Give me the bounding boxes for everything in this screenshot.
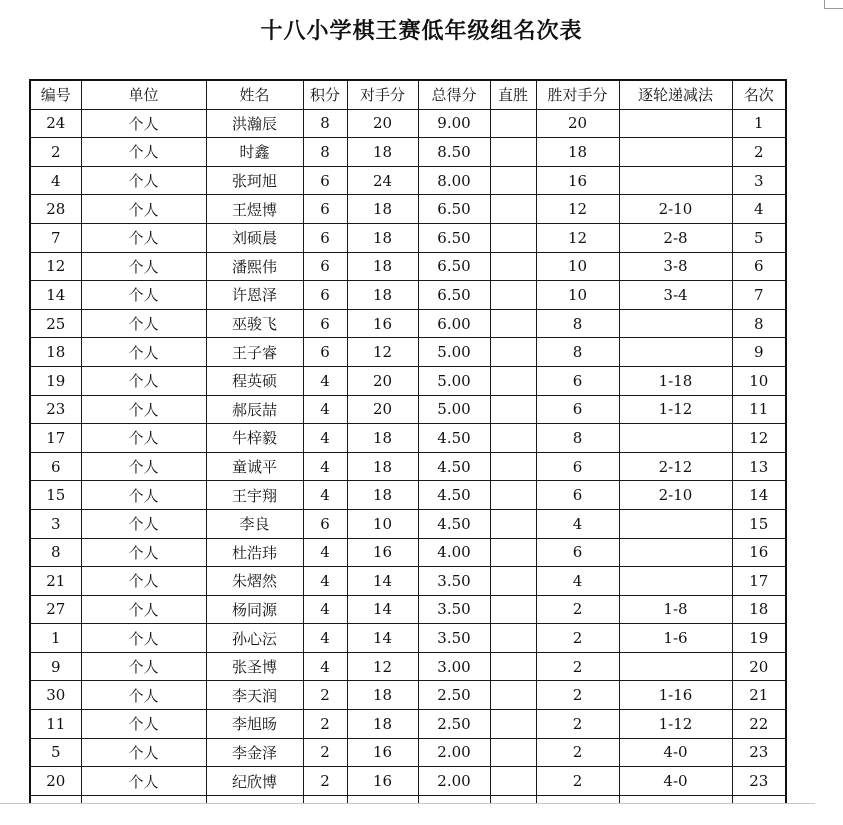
cell-opponent-score: 18 [347, 481, 418, 510]
cell-points: 4 [303, 366, 347, 395]
cell-opponent-score: 18 [347, 281, 418, 310]
cell-points: 4 [303, 652, 347, 681]
cell-win-opponent-score: 4 [536, 567, 619, 596]
cell-opponent-score: 18 [347, 681, 418, 710]
header-cell-unit: 单位 [81, 80, 206, 109]
table-row [30, 281, 786, 310]
cell-unit: 个人 [81, 738, 206, 767]
cell-number: 9 [30, 652, 81, 681]
cell-win-opponent-score: 8 [536, 424, 619, 453]
page-corner-mark-h [824, 8, 843, 9]
cell-win-opponent-score: 8 [536, 309, 619, 338]
cell-number: 30 [30, 681, 81, 710]
cell-round-decrement: 1-6 [619, 624, 732, 653]
cell-win-opponent-score: 8 [536, 338, 619, 367]
cell-name: 程英硕 [206, 366, 303, 395]
cell-win-opponent-score: 2 [536, 767, 619, 796]
cell-rank: 23 [732, 738, 786, 767]
ranking-table [29, 79, 787, 824]
cell-name: 张圣博 [206, 652, 303, 681]
cell-unit: 个人 [81, 338, 206, 367]
cell-total-score: 8.50 [418, 138, 490, 167]
cell-unit: 个人 [81, 595, 206, 624]
cell-unit: 个人 [81, 195, 206, 224]
table-row [30, 223, 786, 252]
cell-number: 5 [30, 738, 81, 767]
cell-opponent-score: 20 [347, 395, 418, 424]
cell-opponent-score: 18 [347, 424, 418, 453]
cell-rank: 19 [732, 624, 786, 653]
cell-direct-win [490, 338, 536, 367]
cell-number: 12 [30, 252, 81, 281]
cell-number: 18 [30, 338, 81, 367]
cell-unit: 个人 [81, 166, 206, 195]
cell-name: 李良 [206, 509, 303, 538]
cell-total-score: 5.00 [418, 395, 490, 424]
cell-unit: 个人 [81, 652, 206, 681]
cell-points: 4 [303, 567, 347, 596]
cell-unit: 个人 [81, 109, 206, 138]
cell-win-opponent-score: 16 [536, 166, 619, 195]
cell-direct-win [490, 109, 536, 138]
cell-name: 张珂旭 [206, 166, 303, 195]
cell-name: 王宇翔 [206, 481, 303, 510]
cell-win-opponent-score: 12 [536, 223, 619, 252]
cell-unit: 个人 [81, 767, 206, 796]
cell-total-score: 4.50 [418, 509, 490, 538]
cell-win-opponent-score: 6 [536, 452, 619, 481]
table-row [30, 309, 786, 338]
table-row [30, 538, 786, 567]
cell-rank: 8 [732, 309, 786, 338]
cell-round-decrement: 3-4 [619, 281, 732, 310]
header-cell-name: 姓名 [206, 80, 303, 109]
cell-number: 20 [30, 767, 81, 796]
cell-total-score: 2.00 [418, 738, 490, 767]
cell-rank: 4 [732, 195, 786, 224]
cell-opponent-score: 16 [347, 538, 418, 567]
cell-total-score: 6.50 [418, 252, 490, 281]
cell-round-decrement [619, 309, 732, 338]
cell-total-score: 3.50 [418, 567, 490, 596]
cell-opponent-score: 10 [347, 509, 418, 538]
cell-name: 潘熙伟 [206, 252, 303, 281]
cell-direct-win [490, 195, 536, 224]
cell-total-score: 4.00 [418, 538, 490, 567]
cell-opponent-score: 14 [347, 567, 418, 596]
cell-win-opponent-score: 2 [536, 738, 619, 767]
cell-round-decrement [619, 509, 732, 538]
cell-number: 17 [30, 424, 81, 453]
cell-rank: 14 [732, 481, 786, 510]
cell-name: 刘硕晨 [206, 223, 303, 252]
cell-unit: 个人 [81, 366, 206, 395]
header-cell-rank: 名次 [732, 80, 786, 109]
table-row [30, 109, 786, 138]
cell-rank: 21 [732, 681, 786, 710]
cell-total-score: 6.50 [418, 195, 490, 224]
cell-round-decrement: 2-8 [619, 223, 732, 252]
cell-round-decrement [619, 567, 732, 596]
cell-unit: 个人 [81, 681, 206, 710]
cell-rank: 12 [732, 424, 786, 453]
cell-win-opponent-score: 12 [536, 195, 619, 224]
cell-name: 杨同源 [206, 595, 303, 624]
cell-number: 1 [30, 624, 81, 653]
cell-rank: 22 [732, 710, 786, 739]
cell-opponent-score: 16 [347, 738, 418, 767]
table-row [30, 424, 786, 453]
cell-direct-win [490, 738, 536, 767]
cell-number: 14 [30, 281, 81, 310]
cell-win-opponent-score: 18 [536, 138, 619, 167]
cell-name: 许恩泽 [206, 281, 303, 310]
cell-total-score: 4.50 [418, 481, 490, 510]
cell-opponent-score: 18 [347, 195, 418, 224]
table-row [30, 652, 786, 681]
cell-direct-win [490, 538, 536, 567]
cell-number: 21 [30, 567, 81, 596]
cell-opponent-score: 12 [347, 652, 418, 681]
cell-direct-win [490, 481, 536, 510]
cell-opponent-score: 18 [347, 452, 418, 481]
cell-round-decrement [619, 652, 732, 681]
cell-points: 4 [303, 452, 347, 481]
cell-win-opponent-score: 4 [536, 509, 619, 538]
table-header [30, 80, 786, 109]
cell-rank: 2 [732, 138, 786, 167]
cell-number: 6 [30, 452, 81, 481]
cell-opponent-score: 14 [347, 595, 418, 624]
table-row [30, 767, 786, 796]
table-row [30, 738, 786, 767]
cell-opponent-score: 16 [347, 309, 418, 338]
cell-name: 王煜博 [206, 195, 303, 224]
cell-points: 4 [303, 481, 347, 510]
cell-unit: 个人 [81, 710, 206, 739]
cell-rank: 18 [732, 595, 786, 624]
cell-number: 24 [30, 109, 81, 138]
cell-win-opponent-score: 10 [536, 281, 619, 310]
cell-number: 7 [30, 223, 81, 252]
cell-direct-win [490, 681, 536, 710]
cell-number: 28 [30, 195, 81, 224]
cell-total-score: 8.00 [418, 166, 490, 195]
page-bottom-crop [0, 803, 843, 825]
cell-points: 6 [303, 509, 347, 538]
cell-win-opponent-score: 2 [536, 624, 619, 653]
cell-total-score: 9.00 [418, 109, 490, 138]
cell-round-decrement: 1-12 [619, 710, 732, 739]
cell-name: 巫骏飞 [206, 309, 303, 338]
cell-unit: 个人 [81, 538, 206, 567]
cell-direct-win [490, 281, 536, 310]
cell-rank: 16 [732, 538, 786, 567]
cell-total-score: 2.50 [418, 710, 490, 739]
cell-win-opponent-score: 2 [536, 652, 619, 681]
cell-opponent-score: 20 [347, 109, 418, 138]
cell-number: 8 [30, 538, 81, 567]
cell-rank: 15 [732, 509, 786, 538]
header-cell-direct-win: 直胜 [490, 80, 536, 109]
page-top-edge [0, 0, 843, 10]
table-row [30, 624, 786, 653]
cell-total-score: 3.50 [418, 595, 490, 624]
cell-rank: 1 [732, 109, 786, 138]
cell-points: 4 [303, 395, 347, 424]
cell-unit: 个人 [81, 138, 206, 167]
cell-round-decrement: 1-8 [619, 595, 732, 624]
cell-unit: 个人 [81, 452, 206, 481]
cell-unit: 个人 [81, 624, 206, 653]
cell-points: 8 [303, 109, 347, 138]
cell-win-opponent-score: 6 [536, 395, 619, 424]
cell-round-decrement [619, 424, 732, 453]
cell-rank: 10 [732, 366, 786, 395]
table-row [30, 166, 786, 195]
cell-round-decrement: 4-0 [619, 767, 732, 796]
cell-rank: 6 [732, 252, 786, 281]
cell-total-score: 2.50 [418, 681, 490, 710]
cell-total-score: 3.00 [418, 652, 490, 681]
cell-name: 郝辰喆 [206, 395, 303, 424]
cell-rank: 11 [732, 395, 786, 424]
cell-total-score: 6.50 [418, 223, 490, 252]
cell-number: 11 [30, 710, 81, 739]
cell-opponent-score: 18 [347, 138, 418, 167]
cell-name: 牛梓毅 [206, 424, 303, 453]
cell-number: 3 [30, 509, 81, 538]
cell-direct-win [490, 424, 536, 453]
cell-number: 2 [30, 138, 81, 167]
table-body [30, 109, 786, 824]
cell-name: 洪瀚辰 [206, 109, 303, 138]
header-cell-number: 编号 [30, 80, 81, 109]
cell-points: 6 [303, 252, 347, 281]
cell-direct-win [490, 395, 536, 424]
header-cell-points: 积分 [303, 80, 347, 109]
table-row [30, 195, 786, 224]
cell-points: 4 [303, 538, 347, 567]
cell-points: 4 [303, 595, 347, 624]
cell-name: 朱熠然 [206, 567, 303, 596]
cell-name: 李旭旸 [206, 710, 303, 739]
cell-win-opponent-score: 10 [536, 252, 619, 281]
table-row [30, 452, 786, 481]
cell-unit: 个人 [81, 395, 206, 424]
cell-direct-win [490, 166, 536, 195]
cell-direct-win [490, 252, 536, 281]
cell-rank: 3 [732, 166, 786, 195]
table-row [30, 481, 786, 510]
cell-round-decrement [619, 166, 732, 195]
cell-unit: 个人 [81, 223, 206, 252]
cell-points: 4 [303, 624, 347, 653]
cell-name: 李金泽 [206, 738, 303, 767]
cell-points: 2 [303, 738, 347, 767]
table-row [30, 595, 786, 624]
header-cell-round-decrement: 逐轮递减法 [619, 80, 732, 109]
cell-name: 李天润 [206, 681, 303, 710]
table-row [30, 681, 786, 710]
cell-number: 27 [30, 595, 81, 624]
cell-name: 王子睿 [206, 338, 303, 367]
cell-number: 19 [30, 366, 81, 395]
table-row [30, 138, 786, 167]
cell-number: 23 [30, 395, 81, 424]
cell-win-opponent-score: 2 [536, 681, 619, 710]
cell-direct-win [490, 567, 536, 596]
cell-direct-win [490, 710, 536, 739]
table-row [30, 338, 786, 367]
cell-name: 童诚平 [206, 452, 303, 481]
header-row [30, 80, 786, 109]
cell-rank: 9 [732, 338, 786, 367]
cell-total-score: 3.50 [418, 624, 490, 653]
cell-direct-win [490, 223, 536, 252]
cell-round-decrement: 1-12 [619, 395, 732, 424]
cell-win-opponent-score: 6 [536, 481, 619, 510]
cell-unit: 个人 [81, 567, 206, 596]
cell-round-decrement: 3-8 [619, 252, 732, 281]
cell-direct-win [490, 767, 536, 796]
cell-direct-win [490, 624, 536, 653]
page-title: 十八小学棋王赛低年级组名次表 [260, 19, 583, 44]
cell-points: 4 [303, 424, 347, 453]
cell-points: 2 [303, 710, 347, 739]
cell-round-decrement: 1-18 [619, 366, 732, 395]
cell-direct-win [490, 652, 536, 681]
cell-opponent-score: 18 [347, 252, 418, 281]
cell-total-score: 4.50 [418, 424, 490, 453]
cell-total-score: 2.00 [418, 767, 490, 796]
cell-total-score: 4.50 [418, 452, 490, 481]
cell-win-opponent-score: 20 [536, 109, 619, 138]
cell-round-decrement: 2-12 [619, 452, 732, 481]
cell-rank: 5 [732, 223, 786, 252]
cell-total-score: 6.00 [418, 309, 490, 338]
cell-direct-win [490, 452, 536, 481]
cell-opponent-score: 20 [347, 366, 418, 395]
cell-points: 2 [303, 767, 347, 796]
cell-round-decrement: 2-10 [619, 481, 732, 510]
cell-name: 纪欣博 [206, 767, 303, 796]
table-row [30, 509, 786, 538]
cell-win-opponent-score: 6 [536, 538, 619, 567]
cell-name: 孙心沄 [206, 624, 303, 653]
cell-win-opponent-score: 2 [536, 595, 619, 624]
cell-rank: 17 [732, 567, 786, 596]
cell-total-score: 6.50 [418, 281, 490, 310]
cell-number: 4 [30, 166, 81, 195]
table-row [30, 710, 786, 739]
cell-round-decrement: 1-16 [619, 681, 732, 710]
cell-rank: 20 [732, 652, 786, 681]
cell-round-decrement: 4-0 [619, 738, 732, 767]
cell-direct-win [490, 366, 536, 395]
cell-number: 15 [30, 481, 81, 510]
cell-opponent-score: 12 [347, 338, 418, 367]
cell-points: 6 [303, 338, 347, 367]
cell-points: 6 [303, 223, 347, 252]
cell-unit: 个人 [81, 309, 206, 338]
cell-direct-win [490, 595, 536, 624]
cell-total-score: 5.00 [418, 338, 490, 367]
cell-round-decrement [619, 538, 732, 567]
table-row [30, 395, 786, 424]
cell-unit: 个人 [81, 281, 206, 310]
cell-direct-win [490, 309, 536, 338]
cell-rank: 23 [732, 767, 786, 796]
cell-rank: 7 [732, 281, 786, 310]
cell-opponent-score: 18 [347, 223, 418, 252]
cell-rank: 13 [732, 452, 786, 481]
cell-unit: 个人 [81, 481, 206, 510]
cell-points: 6 [303, 309, 347, 338]
cell-unit: 个人 [81, 424, 206, 453]
cell-points: 2 [303, 681, 347, 710]
cell-direct-win [490, 509, 536, 538]
cell-win-opponent-score: 6 [536, 366, 619, 395]
header-cell-win-opponent-score: 胜对手分 [536, 80, 619, 109]
cell-opponent-score: 24 [347, 166, 418, 195]
cell-unit: 个人 [81, 252, 206, 281]
page-bottom-rule [0, 803, 815, 804]
cell-name: 时鑫 [206, 138, 303, 167]
table-row [30, 567, 786, 596]
cell-win-opponent-score: 2 [536, 710, 619, 739]
cell-points: 8 [303, 138, 347, 167]
cell-points: 6 [303, 281, 347, 310]
cell-round-decrement: 2-10 [619, 195, 732, 224]
cell-round-decrement [619, 109, 732, 138]
header-cell-opponent-score: 对手分 [347, 80, 418, 109]
cell-round-decrement [619, 138, 732, 167]
cell-name: 杜浩玮 [206, 538, 303, 567]
cell-opponent-score: 16 [347, 767, 418, 796]
cell-number: 25 [30, 309, 81, 338]
cell-round-decrement [619, 338, 732, 367]
table-row [30, 252, 786, 281]
cell-unit: 个人 [81, 509, 206, 538]
cell-opponent-score: 14 [347, 624, 418, 653]
header-cell-total-score: 总得分 [418, 80, 490, 109]
cell-points: 6 [303, 195, 347, 224]
table-row [30, 366, 786, 395]
cell-total-score: 5.00 [418, 366, 490, 395]
cell-opponent-score: 18 [347, 710, 418, 739]
cell-direct-win [490, 138, 536, 167]
cell-points: 6 [303, 166, 347, 195]
